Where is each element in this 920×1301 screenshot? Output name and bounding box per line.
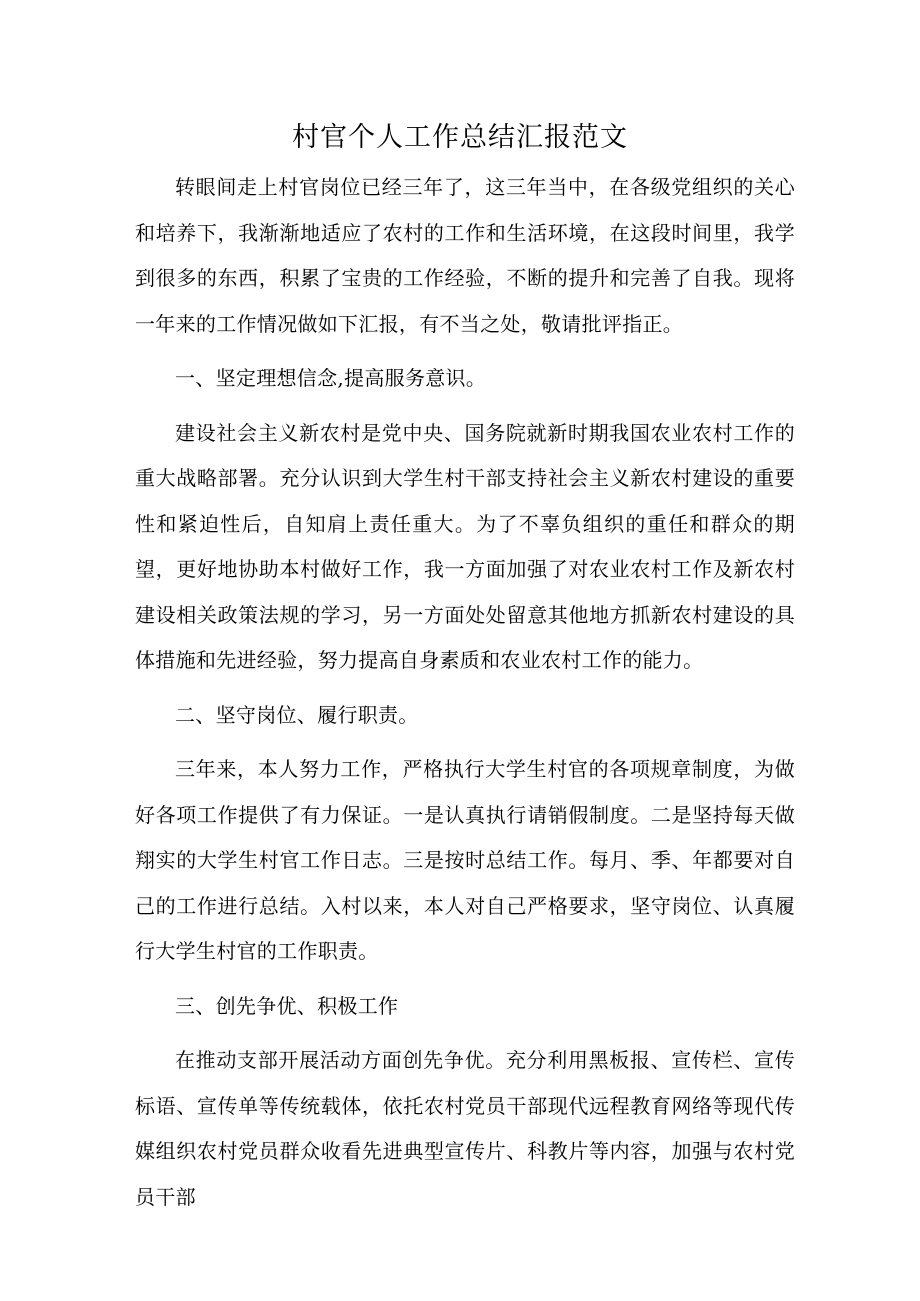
paragraph-intro: 转眼间走上村官岗位已经三年了，这三年当中，在各级党组织的关心和培养下，我渐渐地适应了农村的工作和生活环境，在这段时间里，我学到很多的东西，积累了宝贵的工作经验，不断的提升和完善了自我。现将一年来的工作情况做如下汇报，有不当之处，敬请批评指正。 [135, 175, 795, 336]
paragraph-section-2: 三年来，本人努力工作，严格执行大学生村官的各项规章制度，为做好各项工作提供了有力保证。一是认真执行请销假制度。二是坚持每天做翔实的大学生村官工作日志。三是按时总结工作。每月、季、年都要对自己的工作进行总结。入村以来，本人对自己严格要求，坚守岗位、认真履行大学生村官的工作职责。 [135, 757, 795, 963]
document-body [135, 165, 795, 1229]
section-heading-3: 三、创先争优、积极工作 [175, 993, 399, 1018]
paragraph-section-1: 建设社会主义新农村是党中央、国务院就新时期我国农业农村工作的重大战略部署。充分认识到大学生村干部支持社会主义新农村建设的重要性和紧迫性后，自知肩上责任重大。为了不辜负组织的重任和群众的期望，更好地协助本村做好工作，我一方面加强了对农业农村工作及新农村建设相关政策法规的学习，另一方面处处留意其他地方抓新农村建设的具体措施和先进经验，努力提高自身素质和农业农村工作的能力。 [135, 420, 795, 672]
section-heading-2: 二、坚守岗位、履行职责。 [175, 702, 419, 727]
document-title: 村官个人工作总结汇报范文 [292, 122, 628, 153]
section-heading-1: 一、坚定理想信念,提高服务意识。 [175, 366, 487, 390]
paragraph-section-3: 在推动支部开展活动方面创先争优。充分利用黑板报、宣传栏、宣传标语、宣传单等传统载体，依托农村党员干部现代远程教育网络等现代传媒组织农村党员群众收看先进典型宣传片、科教片等内容，加强与农村党员干部 [135, 1048, 795, 1209]
